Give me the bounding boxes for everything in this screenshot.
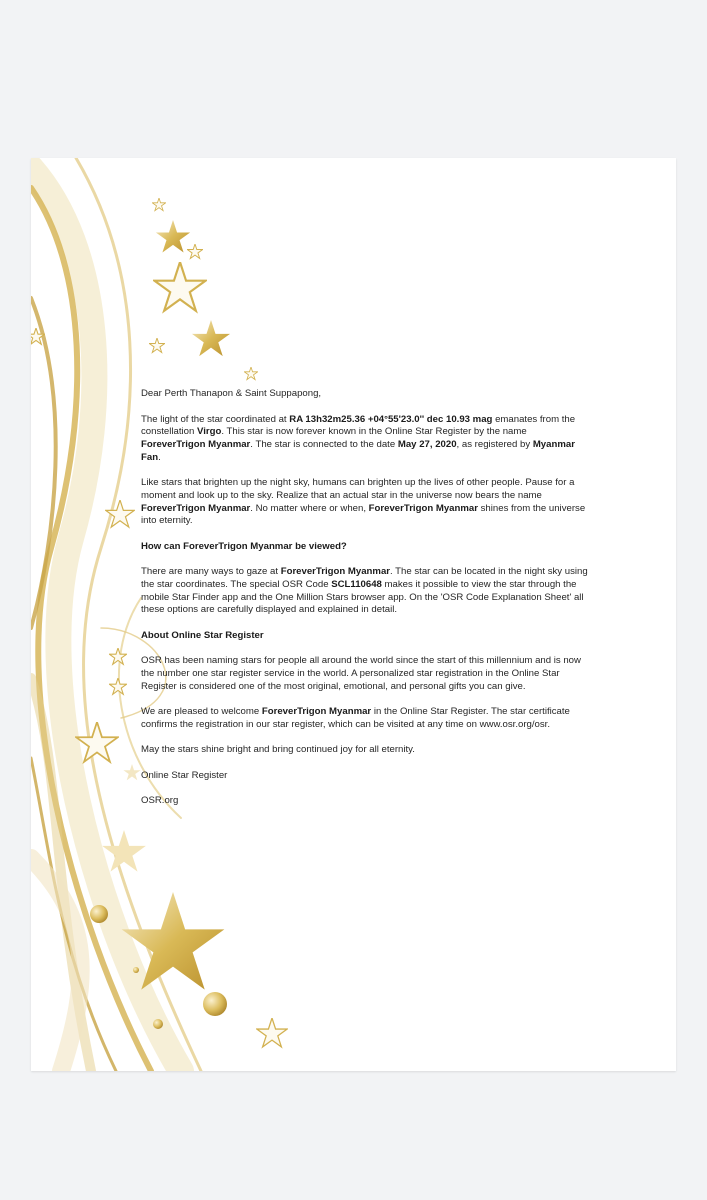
text-run: , as registered by — [456, 438, 533, 450]
bold-text: SCL110648 — [331, 578, 382, 590]
bold-text: RA 13h32m25.36 +04°55'23.0'' dec 10.93 mag — [289, 413, 493, 425]
bold-text: Virgo — [197, 426, 222, 438]
heading-how-to-view: How can ForeverTrigon Myanmar be viewed? — [141, 540, 347, 552]
bold-text: May 27, 2020 — [397, 438, 457, 450]
paragraph-closing-wish: May the stars shine bright and bring continued joy for all eternity. — [141, 744, 415, 756]
bold-text: ForeverTrigon Myanmar — [368, 502, 478, 514]
bold-text: ForeverTrigon Myanmar — [141, 438, 251, 450]
text-run: . The star can be located in the night sky using the star coordinates. The special OSR Code — [141, 566, 588, 590]
text-run: There are many ways to gaze at — [141, 566, 281, 578]
paragraph-welcome — [141, 706, 593, 731]
text-run: Like stars that brighten up the night sky, humans can brighten up the lives of other people. Pause for a moment and look up to the sky. Realize that an actual star in the universe now bears the name — [141, 477, 575, 501]
salutation: Dear Perth Thanapon & Saint Suppapong, — [141, 388, 322, 399]
text-run: in the Online Star Register. The star certificate confirms the registration in our star register, which can be visited at any time on www.osr.org/osr. — [141, 706, 570, 730]
text-run: OSR has been naming stars for people all around the world since the start of this millennium and is now the number one star register service in the world. A personalized star registration in the Online Star Register is considered one of the most original, emotional, and personal gifts you can give. — [141, 655, 581, 692]
signature-organization: Online Star Register — [141, 769, 228, 781]
text-run: . This star is now forever known in the Online Star Register by the name — [221, 426, 527, 438]
paragraph-ways-to-gaze — [141, 566, 593, 617]
text-run: . The star is connected to the date — [250, 438, 398, 450]
bold-text: Myanmar Fan — [141, 438, 575, 463]
text-run: makes it possible to view the star through the mobile Star Finder app and the One Million Stars browser app. On the 'OSR Code Explanation Sheet' all these options are carefully displayed and explained in detail. — [141, 578, 584, 616]
bold-text: ForeverTrigon Myanmar — [261, 706, 372, 718]
bold-text: ForeverTrigon Myanmar — [280, 566, 391, 578]
heading-about-osr: About Online Star Register — [141, 629, 264, 641]
paragraph-star-coordinates — [141, 414, 593, 465]
text-run: emanates from the constellation — [141, 413, 576, 438]
letter-body — [141, 388, 593, 821]
letter-page — [31, 158, 676, 1071]
paragraph-brighten-lives — [141, 477, 593, 528]
text-run: . No matter where or when, — [250, 502, 369, 514]
paragraph-about-osr — [141, 655, 593, 693]
text-run: . — [158, 451, 161, 463]
bold-text: ForeverTrigon Myanmar — [141, 502, 251, 514]
text-run: The light of the star coordinated at — [141, 413, 290, 425]
text-run: We are pleased to welcome — [141, 706, 262, 718]
text-run: shines from the universe into eternity. — [141, 502, 586, 527]
signature-website: OSR.org — [141, 795, 179, 807]
